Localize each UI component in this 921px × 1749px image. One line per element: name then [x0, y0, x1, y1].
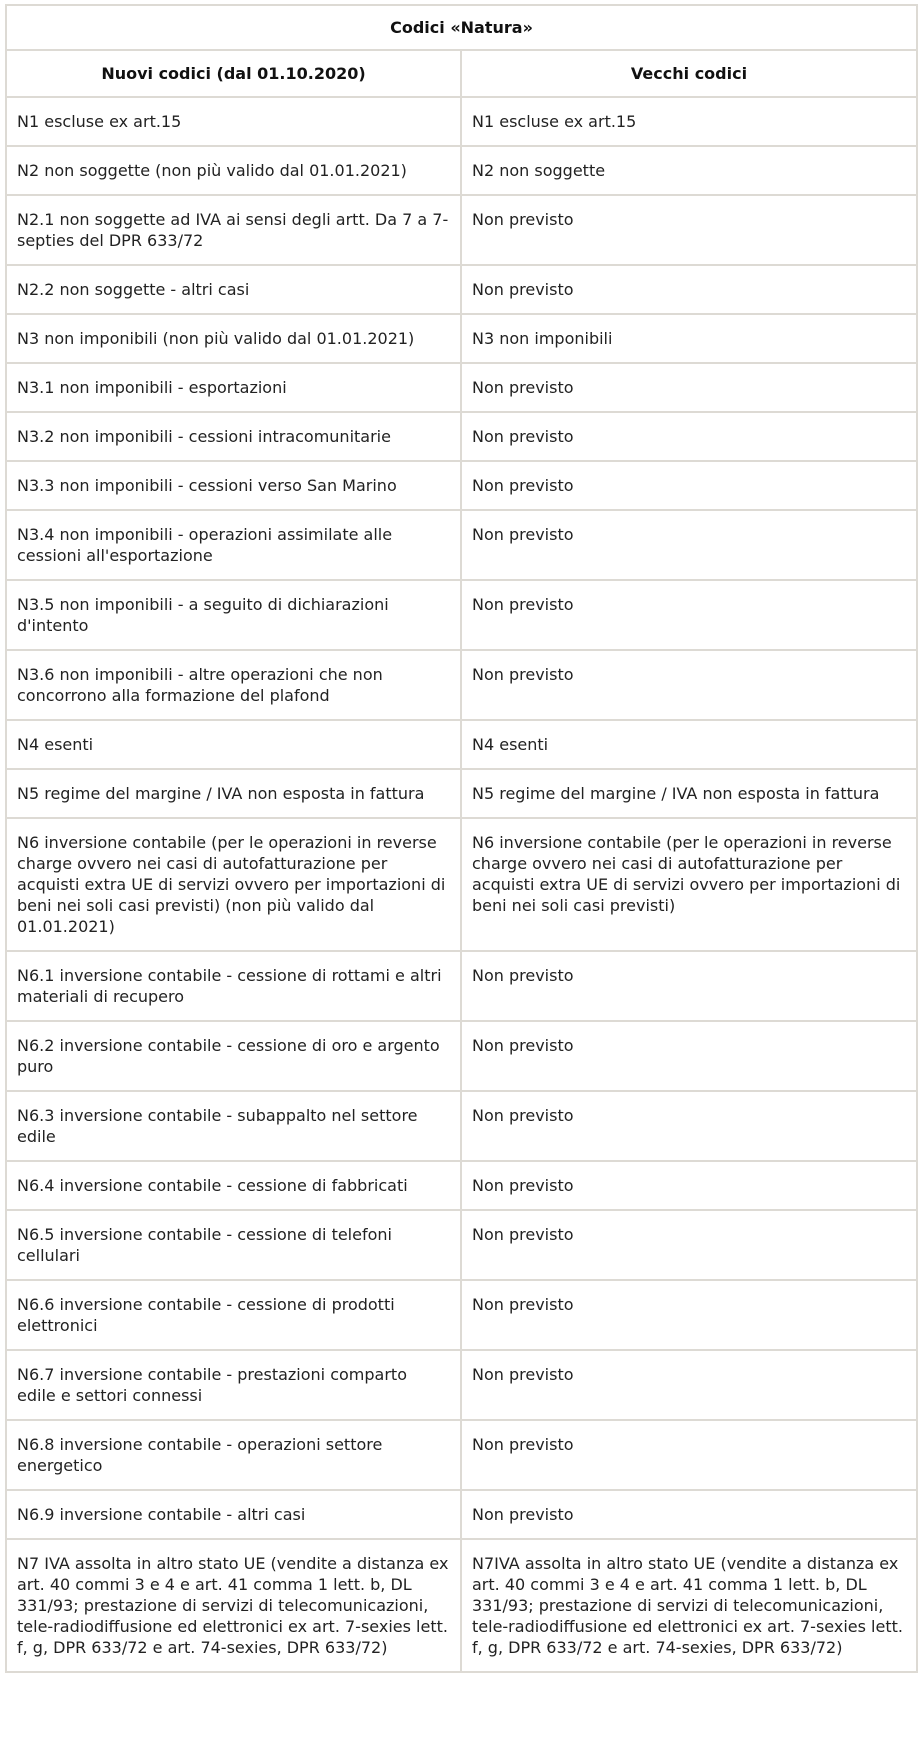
table-row [6, 265, 917, 314]
table-row [6, 1161, 917, 1210]
table-row [6, 363, 917, 412]
new-code-cell: N6.2 inversione contabile - cessione di oro e argento puro [6, 1021, 461, 1091]
old-code-cell: N7IVA assolta in altro stato UE (vendite a distanza ex art. 40 commi 3 e 4 e art. 41 comma 1 lett. b, DL 331/93; prestazione di servizi di telecomunicazioni, tele-radiodiffusione ed elettronici ex art. 7-sexies lett. f, g, DPR 633/72 e art. 74-sexies, DPR 633/72) [461, 1539, 917, 1672]
new-code-cell: N6.4 inversione contabile - cessione di fabbricati [6, 1161, 461, 1210]
old-code-cell: Non previsto [461, 580, 917, 650]
old-code-cell: Non previsto [461, 1490, 917, 1539]
table-row [6, 951, 917, 1021]
new-code-cell: N2.2 non soggette - altri casi [6, 265, 461, 314]
table-row [6, 1490, 917, 1539]
table-row [6, 1420, 917, 1490]
old-code-cell: Non previsto [461, 510, 917, 580]
new-code-cell: N2.1 non soggette ad IVA ai sensi degli artt. Da 7 a 7-septies del DPR 633/72 [6, 195, 461, 265]
table-row [6, 818, 917, 951]
old-code-cell: Non previsto [461, 195, 917, 265]
table-row [6, 146, 917, 195]
table-row [6, 510, 917, 580]
old-code-cell: Non previsto [461, 951, 917, 1021]
header-row [6, 50, 917, 97]
old-code-cell: Non previsto [461, 265, 917, 314]
table-row [6, 769, 917, 818]
old-code-cell: Non previsto [461, 1091, 917, 1161]
new-code-cell: N3.5 non imponibili - a seguito di dichiarazioni d'intento [6, 580, 461, 650]
table-row [6, 1280, 917, 1350]
new-code-cell: N3.1 non imponibili - esportazioni [6, 363, 461, 412]
table-row [6, 1210, 917, 1280]
new-code-cell: N2 non soggette (non più valido dal 01.01.2021) [6, 146, 461, 195]
new-code-cell: N6.6 inversione contabile - cessione di prodotti elettronici [6, 1280, 461, 1350]
codes-table-container [5, 4, 916, 1673]
table-title: Codici «Natura» [6, 5, 917, 50]
new-code-cell: N3.3 non imponibili - cessioni verso San Marino [6, 461, 461, 510]
table-row [6, 314, 917, 363]
natura-codes-table [5, 4, 918, 1673]
table-row [6, 1350, 917, 1420]
new-code-cell: N3.6 non imponibili - altre operazioni che non concorrono alla formazione del plafond [6, 650, 461, 720]
old-code-cell: N2 non soggette [461, 146, 917, 195]
table-row [6, 580, 917, 650]
old-code-cell: N1 escluse ex art.15 [461, 97, 917, 146]
new-code-cell: N6.5 inversione contabile - cessione di telefoni cellulari [6, 1210, 461, 1280]
old-code-cell: N4 esenti [461, 720, 917, 769]
old-code-cell: Non previsto [461, 1280, 917, 1350]
new-code-cell: N3 non imponibili (non più valido dal 01.01.2021) [6, 314, 461, 363]
table-row [6, 1021, 917, 1091]
new-code-cell: N4 esenti [6, 720, 461, 769]
table-row [6, 461, 917, 510]
new-code-cell: N6.7 inversione contabile - prestazioni comparto edile e settori connessi [6, 1350, 461, 1420]
old-code-cell: Non previsto [461, 1420, 917, 1490]
header-new-codes: Nuovi codici (dal 01.10.2020) [6, 50, 461, 97]
old-code-cell: Non previsto [461, 363, 917, 412]
new-code-cell: N6.8 inversione contabile - operazioni settore energetico [6, 1420, 461, 1490]
table-row [6, 720, 917, 769]
table-row [6, 1539, 917, 1672]
new-code-cell: N6 inversione contabile (per le operazioni in reverse charge ovvero nei casi di autofatturazione per acquisti extra UE di servizi ovvero per importazioni di beni nei soli casi previsti) (non più valido dal 01.01.2021) [6, 818, 461, 951]
old-code-cell: Non previsto [461, 1021, 917, 1091]
new-code-cell: N1 escluse ex art.15 [6, 97, 461, 146]
new-code-cell: N3.2 non imponibili - cessioni intracomunitarie [6, 412, 461, 461]
old-code-cell: N6 inversione contabile (per le operazioni in reverse charge ovvero nei casi di autofatturazione per acquisti extra UE di servizi ovvero per importazioni di beni nei soli casi previsti) [461, 818, 917, 951]
header-old-codes: Vecchi codici [461, 50, 917, 97]
title-row [6, 5, 917, 50]
old-code-cell: Non previsto [461, 461, 917, 510]
new-code-cell: N7 IVA assolta in altro stato UE (vendite a distanza ex art. 40 commi 3 e 4 e art. 41 comma 1 lett. b, DL 331/93; prestazione di servizi di telecomunicazioni, tele-radiodiffusione ed elettronici ex art. 7-sexies lett. f, g, DPR 633/72 e art. 74-sexies, DPR 633/72) [6, 1539, 461, 1672]
new-code-cell: N6.3 inversione contabile - subappalto nel settore edile [6, 1091, 461, 1161]
table-row [6, 1091, 917, 1161]
old-code-cell: Non previsto [461, 1210, 917, 1280]
table-row [6, 195, 917, 265]
old-code-cell: Non previsto [461, 1350, 917, 1420]
new-code-cell: N3.4 non imponibili - operazioni assimilate alle cessioni all'esportazione [6, 510, 461, 580]
table-row [6, 650, 917, 720]
old-code-cell: Non previsto [461, 1161, 917, 1210]
table-row [6, 412, 917, 461]
old-code-cell: Non previsto [461, 412, 917, 461]
table-row [6, 97, 917, 146]
new-code-cell: N6.1 inversione contabile - cessione di rottami e altri materiali di recupero [6, 951, 461, 1021]
old-code-cell: N5 regime del margine / IVA non esposta in fattura [461, 769, 917, 818]
old-code-cell: Non previsto [461, 650, 917, 720]
new-code-cell: N6.9 inversione contabile - altri casi [6, 1490, 461, 1539]
new-code-cell: N5 regime del margine / IVA non esposta in fattura [6, 769, 461, 818]
old-code-cell: N3 non imponibili [461, 314, 917, 363]
